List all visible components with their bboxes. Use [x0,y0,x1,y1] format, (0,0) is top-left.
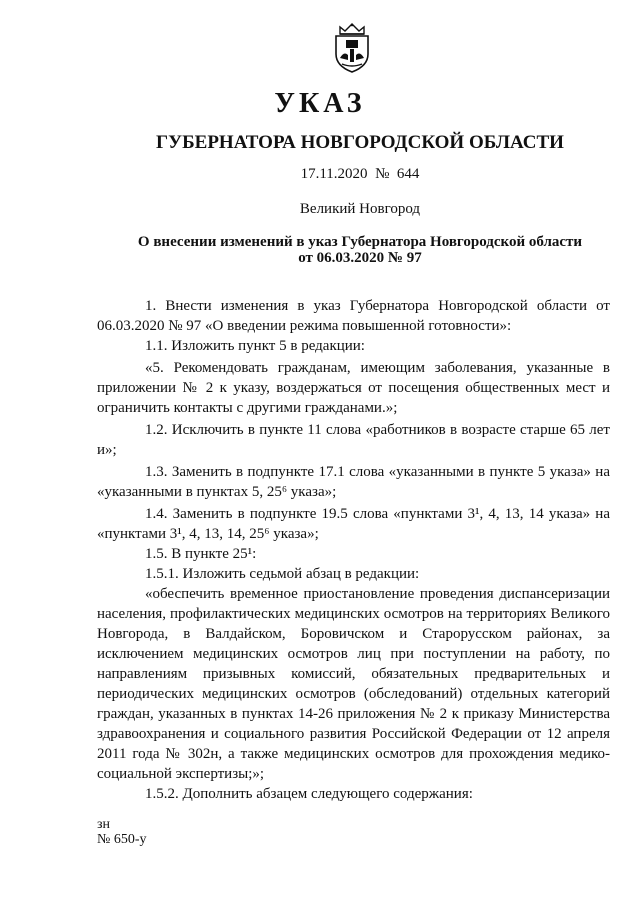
paragraph-1-4: 1.4. Заменить в подпункте 19.5 слова «пунктами 3¹, 4, 13, 14 указа» на «пунктами 3¹, 4, 13, 14, 25⁶ указа»; [97,506,610,542]
paragraph-1-3: 1.3. Заменить в подпункте 17.1 слова «указанными в пункте 5 указа» на «указанными в пунктах 5, 25⁶ указа»; [97,464,610,500]
date-number-line [0,166,640,183]
document-date: 17.11.2020 [300,166,368,182]
footer-registry-number: № 650-у [97,832,147,847]
coat-of-arms-icon [331,22,373,74]
paragraph-1: 1. Внести изменения в указ Губернатора Новгородской области от 06.03.2020 № 97 «О введении режима повышенной готовности»: [97,298,610,334]
paragraph-1-5: 1.5. В пункте 25¹: [145,546,257,562]
document-footer [97,817,147,847]
document-subtitle: ГУБЕРНАТОРА НОВГОРОДСКОЙ ОБЛАСТИ [156,132,564,153]
paragraph-quote-abzac: «обеспечить временное приостановление проведения диспансеризации населения, профилактических медицинских осмотров на территориях Великого Новгорода, в Валдайском, Боровичском и Старорусском районах, за исключением медицинских осмотров лиц при поступлении на работу, по направлениям призывных комиссий, обязательных предварительных и периодических медицинских осмотров (обследований) отдельных категорий граждан, указанных в пунктах 14-26 приложения № 2 к приказу Министерства здравоохранения и социального развития Российской Федерации от 12 апреля 2011 года № 302н, а также медицинских осмотров для прохождения медико-социальной экспертизы;»; [97,586,610,782]
paragraph-1-1: 1.1. Изложить пункт 5 в редакции: [145,338,365,354]
document-number: 644 [396,166,420,182]
number-sign: № [375,166,390,182]
document-title: УКАЗ [274,88,366,119]
document-body [97,296,610,804]
paragraph-1-2: 1.2. Исключить в пункте 11 слова «работников в возрасте старше 65 лет и»; [97,422,610,458]
paragraph-quote-5: «5. Рекомендовать гражданам, имеющим заболевания, указанные в приложении № 2 к указу, воздержаться от посещения общественных мест и ограничить контакты с другими гражданами.»; [97,360,610,416]
heading-line-2: от 06.03.2020 № 97 [298,250,422,266]
paragraph-1-5-2: 1.5.2. Дополнить абзацем следующего содержания: [145,786,473,802]
heading-line-1: О внесении изменений в указ Губернатора Новгородской области [137,234,583,250]
paragraph-1-5-1: 1.5.1. Изложить седьмой абзац в редакции: [145,566,420,582]
document-city: Великий Новгород [299,201,421,217]
document-heading [0,234,640,266]
footer-initials: зн [97,817,111,832]
